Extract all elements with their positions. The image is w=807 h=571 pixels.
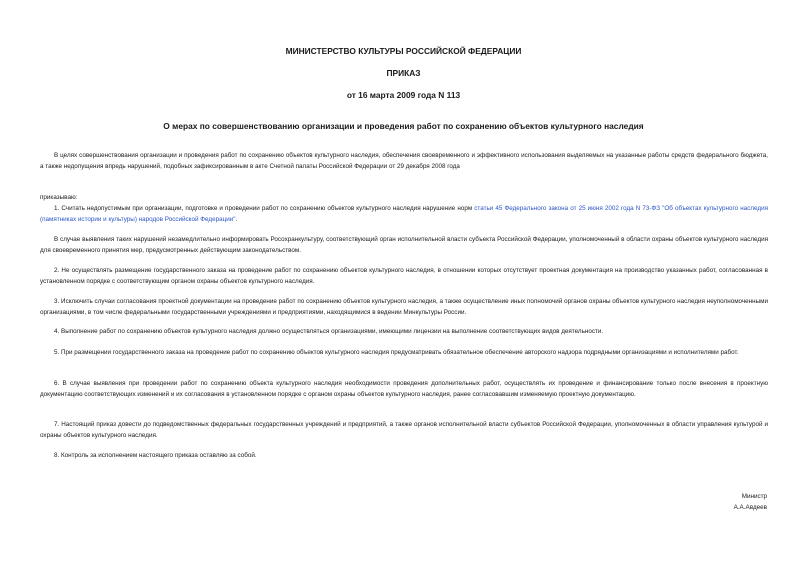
paragraph-3: 3. Исключить случаи согласования проектной документации на проведение работ по сохранению объектов культурного наследия, а также осуществление иных полномочий органов охраны объектов культурного наследия неуполномоченными организациями, в том числе федеральными государственными учреждениями и предприятиями, находящимися в ведении Минкультуры России. <box>40 298 768 316</box>
paragraph-8: 8. Контроль за исполнением настоящего приказа оставляю за собой. <box>54 452 257 459</box>
paragraph-1-end: . <box>235 215 238 223</box>
order-word: приказываю: <box>40 194 78 201</box>
paragraph-6: 6. В случае выявления при проведении работ по сохранению объекта культурного наследия необходимости проведения дополнительных работ, осуществлять их проведение и финансирование только после внесения в проектную документацию соответствующих изменений и их согласования в установленном порядке с органом охраны объектов культурного наследия, ранее согласовавшим изменяемую проектную документацию. <box>40 380 768 398</box>
order-title: О мерах по совершенствованию организации и проведения работ по сохранению объектов культурного наследия <box>163 121 644 131</box>
paragraph-4: 4. Выполнение работ по сохранению объектов культурного наследия должно осуществляться организациями, имеющими лицензии на выполнение соответствующих видов деятельности. <box>54 328 604 335</box>
paragraph-1 <box>40 204 768 225</box>
paragraph-1b: В случае выявления таких нарушений незамедлительно информировать Росохранкультуру, соответствующий орган исполнительной власти субъекта Российской Федерации, уполномоченный в области охраны объектов культурного наследия для своевременного принятия мер, предусмотренных действующим законодательством. <box>40 236 768 254</box>
signature-position: Министр <box>741 493 767 500</box>
paragraph-5: 5. При размещении государственного заказа на проведение работ по сохранению объектов культурного наследия предусматривать обязательное обеспечение авторского надзора подрядными организациями и исполнителями работ. <box>54 349 739 356</box>
ministry-heading: МИНИСТЕРСТВО КУЛЬТУРЫ РОССИЙСКОЙ ФЕДЕРАЦИИ <box>285 46 522 56</box>
paragraph-1-text: 1. Считать недопустимым при организации, подготовке и проведении работ по сохранению объектов культурного наследия нарушение норм <box>54 205 475 212</box>
signature-name: А.А.Авдеев <box>733 504 767 511</box>
date-number: от 16 марта 2009 года N 113 <box>346 90 461 100</box>
doc-type-heading: ПРИКАЗ <box>386 68 421 78</box>
intro-paragraph: В целях совершенствования организации и проведения работ по сохранению объектов культурного наследия, обеспечения своевременного и эффективного использования выделяемых на указанные работы средств федерального бюджета, а также недопущения впредь нарушений, подобных зафиксированным в акте Счетной палаты Российской Федерации от 29 декабря 2008 года <box>40 152 768 170</box>
paragraph-2: 2. Не осуществлять размещение государственного заказа на проведение работ по сохранению объектов культурного наследия, в отношении которых отсутствует проектная документация на производство указанных работ, согласованная в установленном порядке с соответствующим органом охраны объектов культурного наследия. <box>40 267 768 285</box>
paragraph-7: 7. Настоящий приказ довести до подведомственных федеральных государственных учреждений и предприятий, а также органов исполнительной власти субъектов Российской Федерации, уполномоченных в области управления культурой и охраны объектов культурного наследия. <box>40 421 768 439</box>
law-reference-link[interactable]: статьи 45 Федерального закона от 25 июня 2002 года N 73-ФЗ "Об объектах культурного наследия (памятниках истории и культуры) народов Российской Федерации" <box>40 205 769 223</box>
